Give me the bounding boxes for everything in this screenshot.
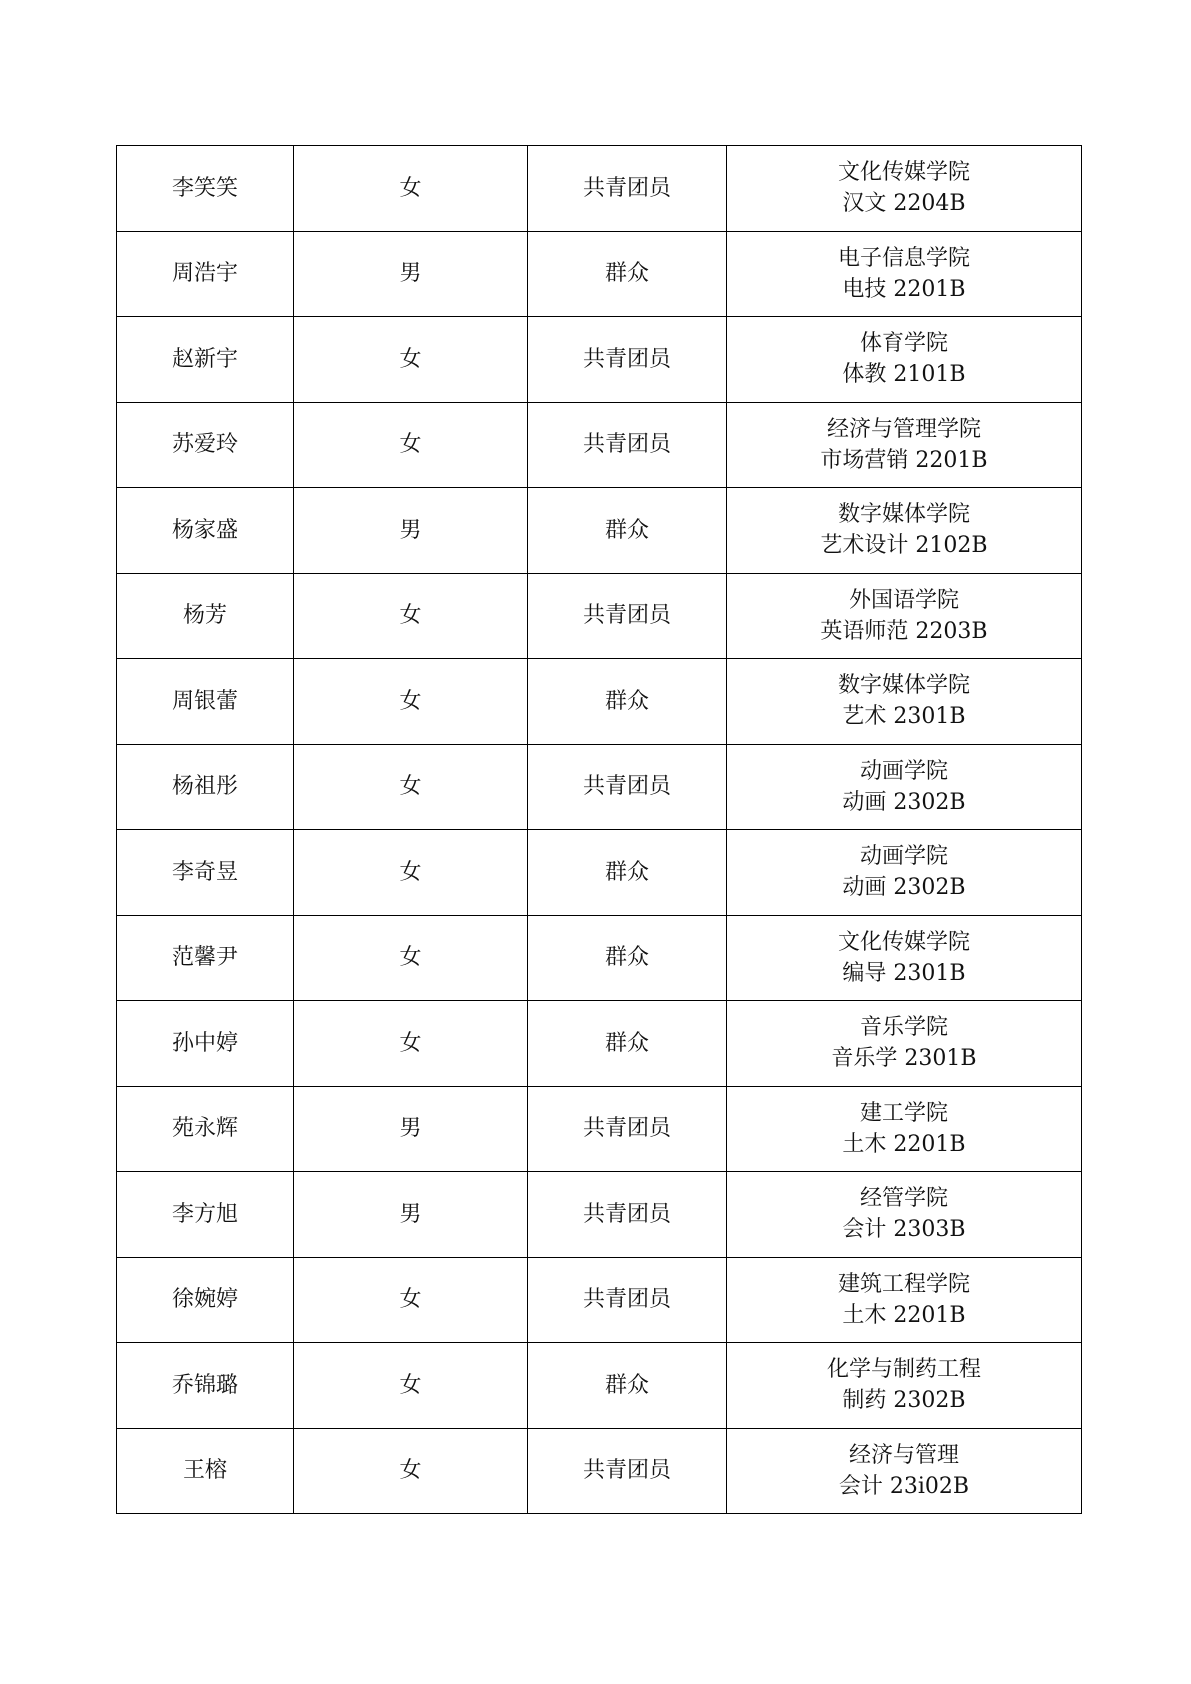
political-status-cell: 共青团员 (528, 1428, 727, 1514)
political-status-cell: 共青团员 (528, 1086, 727, 1172)
college-class-cell (727, 1086, 1082, 1172)
gender-cell: 女 (294, 573, 528, 659)
name-cell: 李方旭 (117, 1172, 294, 1258)
table-row (117, 1343, 1082, 1429)
name-cell: 徐婉婷 (117, 1257, 294, 1343)
college-text: 经济与管理 (848, 1442, 959, 1468)
name-cell: 李笑笑 (117, 146, 294, 232)
political-status-cell: 共青团员 (528, 573, 727, 659)
name-cell: 王榕 (117, 1428, 294, 1514)
table-row (117, 402, 1082, 488)
table-row (117, 317, 1082, 403)
name-cell: 杨祖彤 (117, 744, 294, 830)
table-row (117, 231, 1082, 317)
class-text: 电技 2201B (842, 276, 966, 302)
college-text: 建工学院 (859, 1100, 948, 1126)
college-text: 体育学院 (859, 331, 948, 357)
political-status-cell: 共青团员 (528, 146, 727, 232)
student-roster-table (116, 145, 1082, 1514)
table-row (117, 488, 1082, 574)
class-text: 动画 2302B (842, 875, 966, 901)
college-class-cell (727, 1257, 1082, 1343)
table-row (117, 915, 1082, 1001)
name-cell: 范馨尹 (117, 915, 294, 1001)
college-text: 动画学院 (859, 758, 948, 784)
name-cell: 赵新宇 (117, 317, 294, 403)
political-status-cell: 群众 (528, 915, 727, 1001)
roster-body (117, 146, 1082, 1514)
name-cell: 李奇昱 (117, 830, 294, 916)
gender-cell: 女 (294, 915, 528, 1001)
political-status-cell: 共青团员 (528, 744, 727, 830)
political-status-cell: 共青团员 (528, 1172, 727, 1258)
college-text: 数字媒体学院 (837, 673, 970, 699)
class-text: 编导 2301B (842, 960, 966, 986)
political-status-cell: 群众 (528, 488, 727, 574)
college-class-cell (727, 1343, 1082, 1429)
gender-cell: 男 (294, 1172, 528, 1258)
class-text: 土木 2201B (842, 1302, 966, 1328)
gender-cell: 女 (294, 146, 528, 232)
political-status-cell: 群众 (528, 1001, 727, 1087)
college-text: 电子信息学院 (837, 245, 970, 271)
name-cell: 孙中婷 (117, 1001, 294, 1087)
class-text: 动画 2302B (842, 789, 966, 815)
college-class-cell (727, 231, 1082, 317)
name-cell: 苏爱玲 (117, 402, 294, 488)
gender-cell: 女 (294, 1428, 528, 1514)
gender-cell: 女 (294, 1343, 528, 1429)
class-text: 艺术设计 2102B (820, 533, 988, 559)
college-text: 文化传媒学院 (837, 929, 970, 955)
gender-cell: 女 (294, 1001, 528, 1087)
college-text: 化学与制药工程 (826, 1357, 981, 1383)
college-text: 经济与管理学院 (826, 416, 981, 442)
college-class-cell (727, 744, 1082, 830)
college-text: 建筑工程学院 (837, 1271, 970, 1297)
class-text: 土木 2201B (842, 1131, 966, 1157)
class-text: 体教 2101B (842, 362, 966, 388)
table-row (117, 1001, 1082, 1087)
class-text: 音乐学 2301B (831, 1046, 977, 1072)
name-cell: 乔锦璐 (117, 1343, 294, 1429)
political-status-cell: 共青团员 (528, 317, 727, 403)
table-row (117, 1428, 1082, 1514)
college-text: 经管学院 (859, 1186, 948, 1212)
table-row (117, 830, 1082, 916)
table-row (117, 1172, 1082, 1258)
table-row (117, 659, 1082, 745)
class-text: 汉文 2204B (842, 191, 966, 217)
table-row (117, 146, 1082, 232)
class-text: 会计 23i02B (838, 1473, 970, 1499)
college-class-cell (727, 1428, 1082, 1514)
college-class-cell (727, 1001, 1082, 1087)
class-text: 会计 2303B (842, 1217, 966, 1243)
political-status-cell: 群众 (528, 659, 727, 745)
table-row (117, 573, 1082, 659)
gender-cell: 女 (294, 659, 528, 745)
table-row (117, 744, 1082, 830)
college-text: 外国语学院 (848, 587, 959, 613)
political-status-cell: 群众 (528, 1343, 727, 1429)
gender-cell: 男 (294, 231, 528, 317)
college-class-cell (727, 573, 1082, 659)
class-text: 市场营销 2201B (820, 447, 988, 473)
college-text: 文化传媒学院 (837, 160, 970, 186)
college-class-cell (727, 830, 1082, 916)
name-cell: 杨家盛 (117, 488, 294, 574)
table-row (117, 1086, 1082, 1172)
name-cell: 苑永辉 (117, 1086, 294, 1172)
name-cell: 周浩宇 (117, 231, 294, 317)
class-text: 制药 2302B (842, 1388, 966, 1414)
name-cell: 杨芳 (117, 573, 294, 659)
college-class-cell (727, 146, 1082, 232)
gender-cell: 女 (294, 317, 528, 403)
political-status-cell: 群众 (528, 830, 727, 916)
gender-cell: 男 (294, 1086, 528, 1172)
college-class-cell (727, 402, 1082, 488)
political-status-cell: 共青团员 (528, 402, 727, 488)
gender-cell: 女 (294, 402, 528, 488)
college-class-cell (727, 915, 1082, 1001)
college-class-cell (727, 317, 1082, 403)
college-class-cell (727, 659, 1082, 745)
table-row (117, 1257, 1082, 1343)
college-class-cell (727, 488, 1082, 574)
gender-cell: 女 (294, 1257, 528, 1343)
college-text: 数字媒体学院 (837, 502, 970, 528)
gender-cell: 女 (294, 830, 528, 916)
college-text: 音乐学院 (859, 1015, 948, 1041)
gender-cell: 男 (294, 488, 528, 574)
class-text: 英语师范 2203B (820, 618, 988, 644)
college-class-cell (727, 1172, 1082, 1258)
college-text: 动画学院 (859, 844, 948, 870)
political-status-cell: 群众 (528, 231, 727, 317)
class-text: 艺术 2301B (842, 704, 966, 730)
gender-cell: 女 (294, 744, 528, 830)
political-status-cell: 共青团员 (528, 1257, 727, 1343)
name-cell: 周银蕾 (117, 659, 294, 745)
